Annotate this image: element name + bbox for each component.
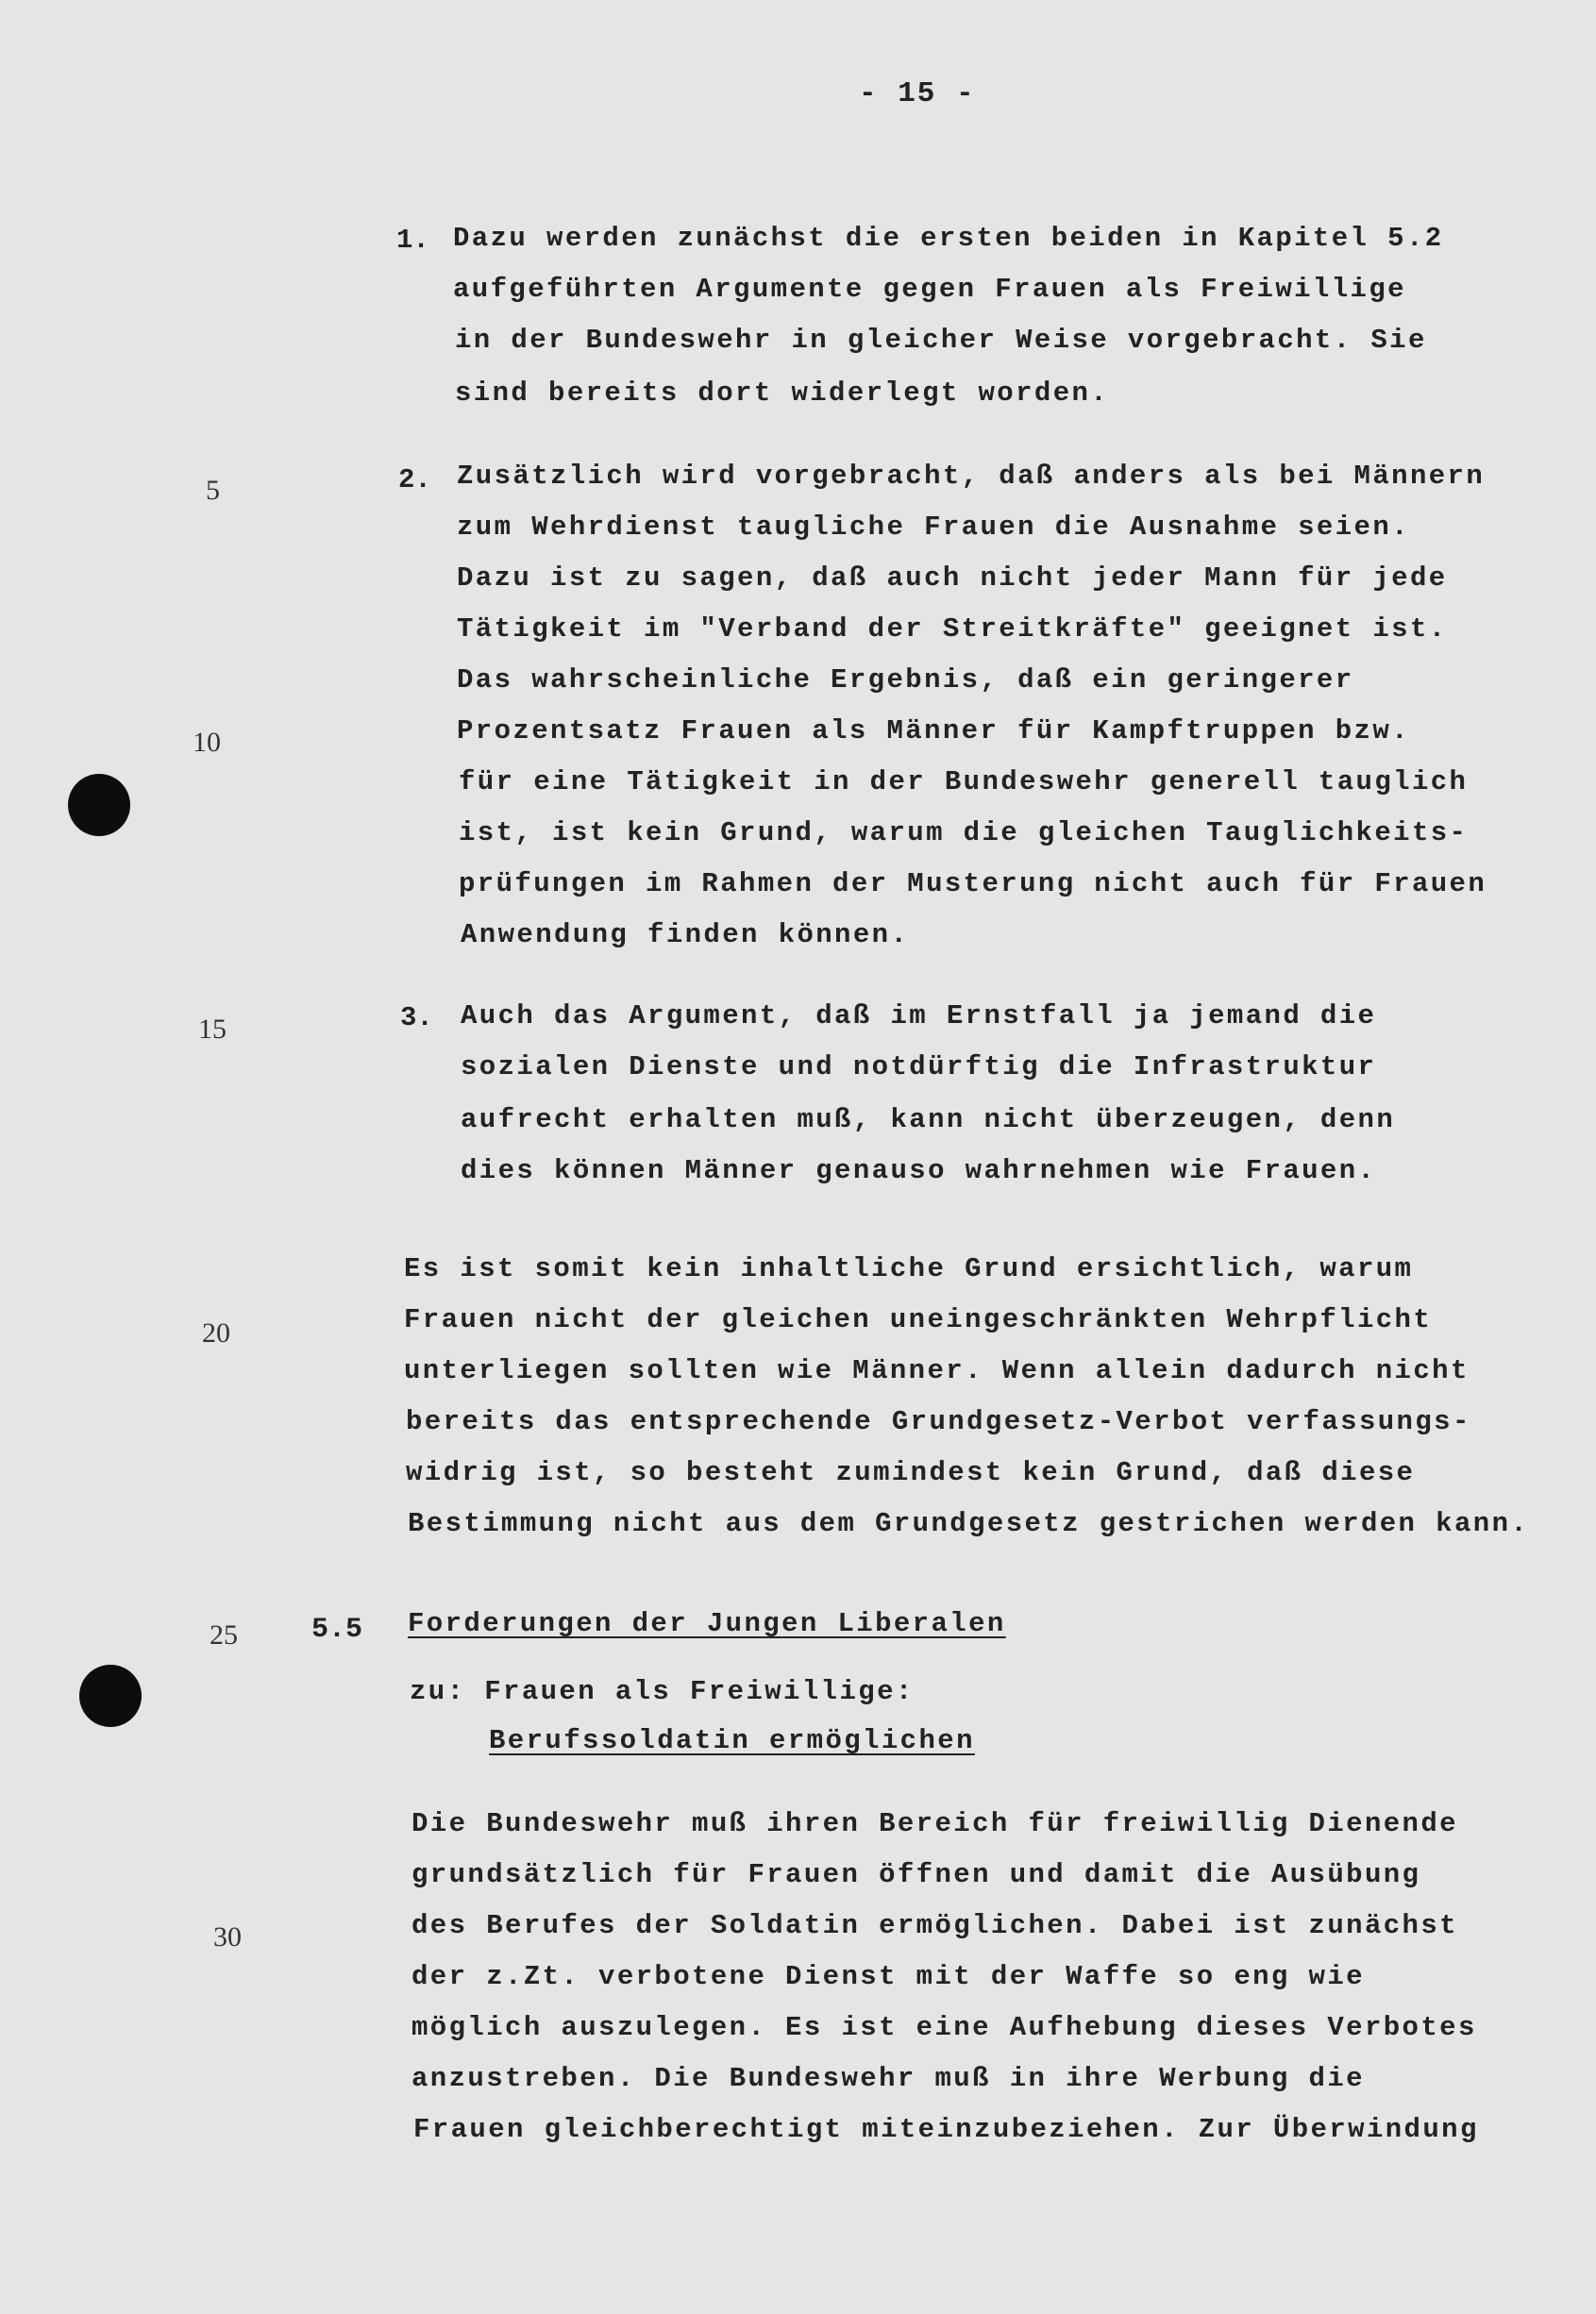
text-line: bereits das entsprechende Grundgesetz-Verbot verfassungs- — [406, 1406, 1471, 1437]
margin-line-number: 20 — [202, 1317, 230, 1349]
punch-hole-upper — [68, 774, 130, 836]
subheading-prefix: zu: Frauen als Freiwillige: — [410, 1676, 915, 1707]
margin-line-number: 5 — [206, 475, 220, 506]
margin-line-number: 15 — [198, 1014, 227, 1045]
text-line: ist, ist kein Grund, warum die gleichen Tauglichkeits- — [459, 817, 1469, 848]
text-line: aufgeführten Argumente gegen Frauen als Freiwillige — [453, 274, 1406, 305]
text-line: Auch das Argument, daß im Ernstfall ja jemand die — [461, 1000, 1377, 1031]
margin-line-number: 10 — [193, 727, 221, 758]
text-line: widrig ist, so besteht zumindest kein Grund, daß diese — [406, 1457, 1416, 1488]
section-heading: Forderungen der Jungen Liberalen — [408, 1608, 1006, 1639]
text-line: Anwendung finden können. — [461, 919, 910, 950]
text-line: unterliegen sollten wie Männer. Wenn allein dadurch nicht — [404, 1355, 1470, 1386]
text-line: zum Wehrdienst taugliche Frauen die Ausnahme seien. — [457, 511, 1410, 543]
margin-line-number: 25 — [210, 1619, 238, 1651]
list-item-number: 2. — [398, 464, 431, 495]
text-line: prüfungen im Rahmen der Musterung nicht auch für Frauen — [459, 868, 1487, 899]
text-line: dies können Männer genauso wahrnehmen wie Frauen. — [461, 1155, 1377, 1186]
text-line: sind bereits dort widerlegt worden. — [455, 377, 1110, 409]
text-line: Die Bundeswehr muß ihren Bereich für freiwillig Dienende — [412, 1808, 1458, 1839]
section-number: 5.5 — [311, 1614, 363, 1646]
text-line: Dazu ist zu sagen, daß auch nicht jeder Mann für jede — [457, 562, 1448, 594]
text-line: der z.Zt. verbotene Dienst mit der Waffe so eng wie — [412, 1961, 1365, 1992]
text-line: Frauen nicht der gleichen uneingeschränkten Wehrpflicht — [404, 1304, 1433, 1335]
list-item-number: 1. — [396, 225, 429, 256]
page-number: - 15 - — [859, 77, 976, 110]
text-line: des Berufes der Soldatin ermöglichen. Dabei ist zunächst — [412, 1910, 1458, 1941]
list-item-number: 3. — [400, 1002, 433, 1033]
text-line: möglich auszulegen. Es ist eine Aufhebung dieses Verbotes — [412, 2012, 1477, 2043]
text-line: in der Bundeswehr in gleicher Weise vorgebracht. Sie — [455, 325, 1427, 356]
text-line: Dazu werden zunächst die ersten beiden in Kapitel 5.2 — [453, 223, 1444, 254]
text-line: Tätigkeit im "Verband der Streitkräfte" geeignet ist. — [457, 613, 1448, 645]
text-line: Es ist somit kein inhaltliche Grund ersichtlich, warum — [404, 1253, 1414, 1284]
punch-hole-lower — [79, 1665, 142, 1727]
text-line: aufrecht erhalten muß, kann nicht überzeugen, denn — [461, 1104, 1396, 1135]
text-line: sozialen Dienste und notdürftig die Infrastruktur — [461, 1051, 1377, 1082]
text-line: für eine Tätigkeit in der Bundeswehr generell tauglich — [459, 766, 1469, 797]
text-line: Prozentsatz Frauen als Männer für Kampftruppen bzw. — [457, 715, 1410, 746]
text-line: Bestimmung nicht aus dem Grundgesetz gestrichen werden kann. — [408, 1508, 1530, 1539]
text-line: grundsätzlich für Frauen öffnen und damit die Ausübung — [412, 1859, 1421, 1890]
text-line: anzustreben. Die Bundeswehr muß in ihre Werbung die — [412, 2063, 1365, 2094]
text-line: Frauen gleichberechtigt miteinzubeziehen. Zur Überwindung — [413, 2114, 1479, 2145]
subheading-title: Berufssoldatin ermöglichen — [489, 1725, 975, 1756]
margin-line-number: 30 — [213, 1921, 242, 1953]
text-line: Zusätzlich wird vorgebracht, daß anders als bei Männern — [457, 461, 1486, 492]
text-line: Das wahrscheinliche Ergebnis, daß ein geringerer — [457, 664, 1354, 696]
